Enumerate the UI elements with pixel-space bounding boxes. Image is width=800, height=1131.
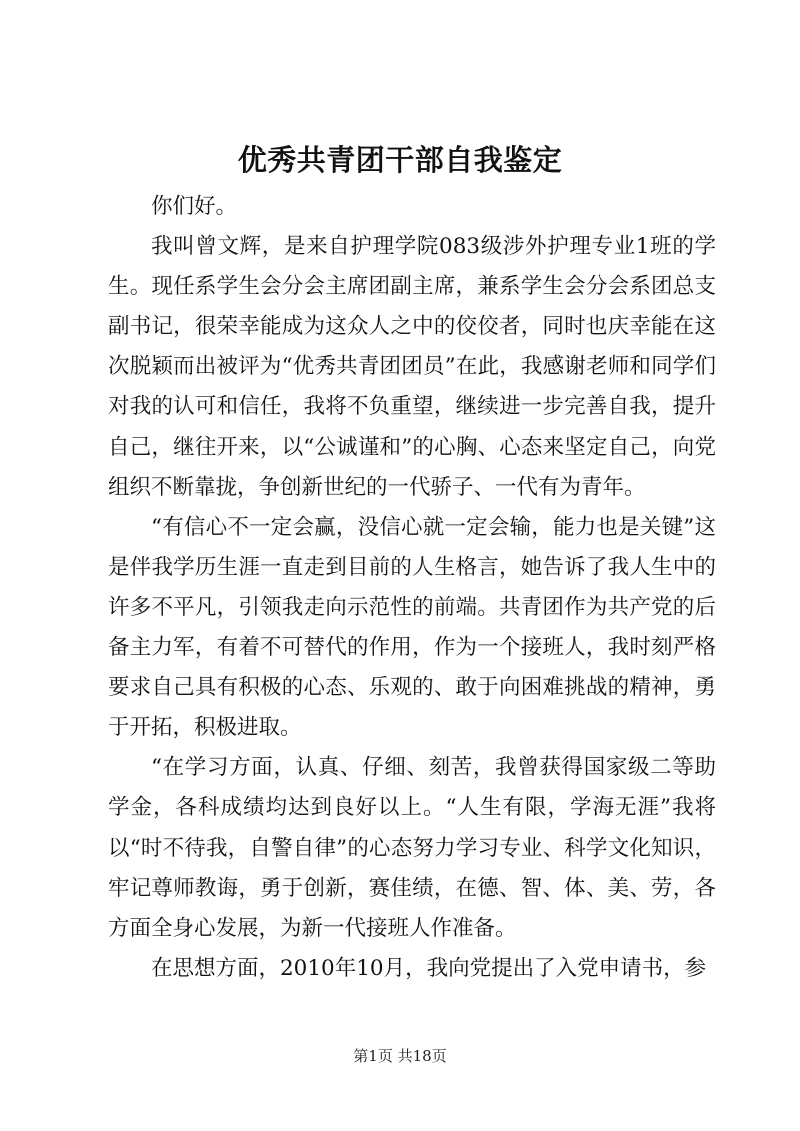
page-footer: 第1页 共18页 bbox=[353, 1047, 447, 1065]
paragraph-study: “在学习方面，认真、仔细、刻苦，我曾获得国家级二等助学金，各科成绩均达到良好以上。“人生有限，学海无涯”我将以“时不待我，自警自律”的心态努力学习专业、科学文化知识，牢记尊师教诲，勇于创新，赛佳绩，在德、智、体、美、劳，各方面全身心发展，为新一代接班人作准备。 bbox=[108, 755, 716, 941]
paragraph-thought: 在思想方面，2010年10月，我向党提出了入党申请书，参 bbox=[151, 955, 707, 981]
document-title: 优秀共青团干部自我鉴定 bbox=[237, 143, 563, 177]
paragraph-greeting: 你们好。 bbox=[151, 194, 238, 219]
paragraph-motto: “有信心不一定会赢，没信心就一定会输，能力也是关键”这是伴我学历生涯一直走到目前的人生格言，她告诉了我人生中的许多不平凡，引领我走向示范性的前端。共青团作为共产党的后备主力军，有着不可替代的作用，作为一个接班人，我时刻严格要求自己具有积极的心态、乐观的、敢于向困难挑战的精神，勇于开拓，积极进取。 bbox=[108, 514, 716, 741]
paragraph-introduction: 我叫曾文辉，是来自护理学院083级涉外护理专业1班的学生。现任系学生会分会主席团副主席，兼系学生会分会系团总支副书记，很荣幸能成为这众人之中的佼佼者，同时也庆幸能在这次脱颖而出被评为“优秀共青团团员”在此，我感谢老师和同学们对我的认可和信任，我将不负重望，继续进一步完善自我，提升自己，继往开来，以“公诚谨和”的心胸、心态来坚定自己，向党组织不断靠拢，争创新世纪的一代骄子、一代有为青年。 bbox=[108, 234, 716, 500]
document-body bbox=[108, 187, 716, 989]
